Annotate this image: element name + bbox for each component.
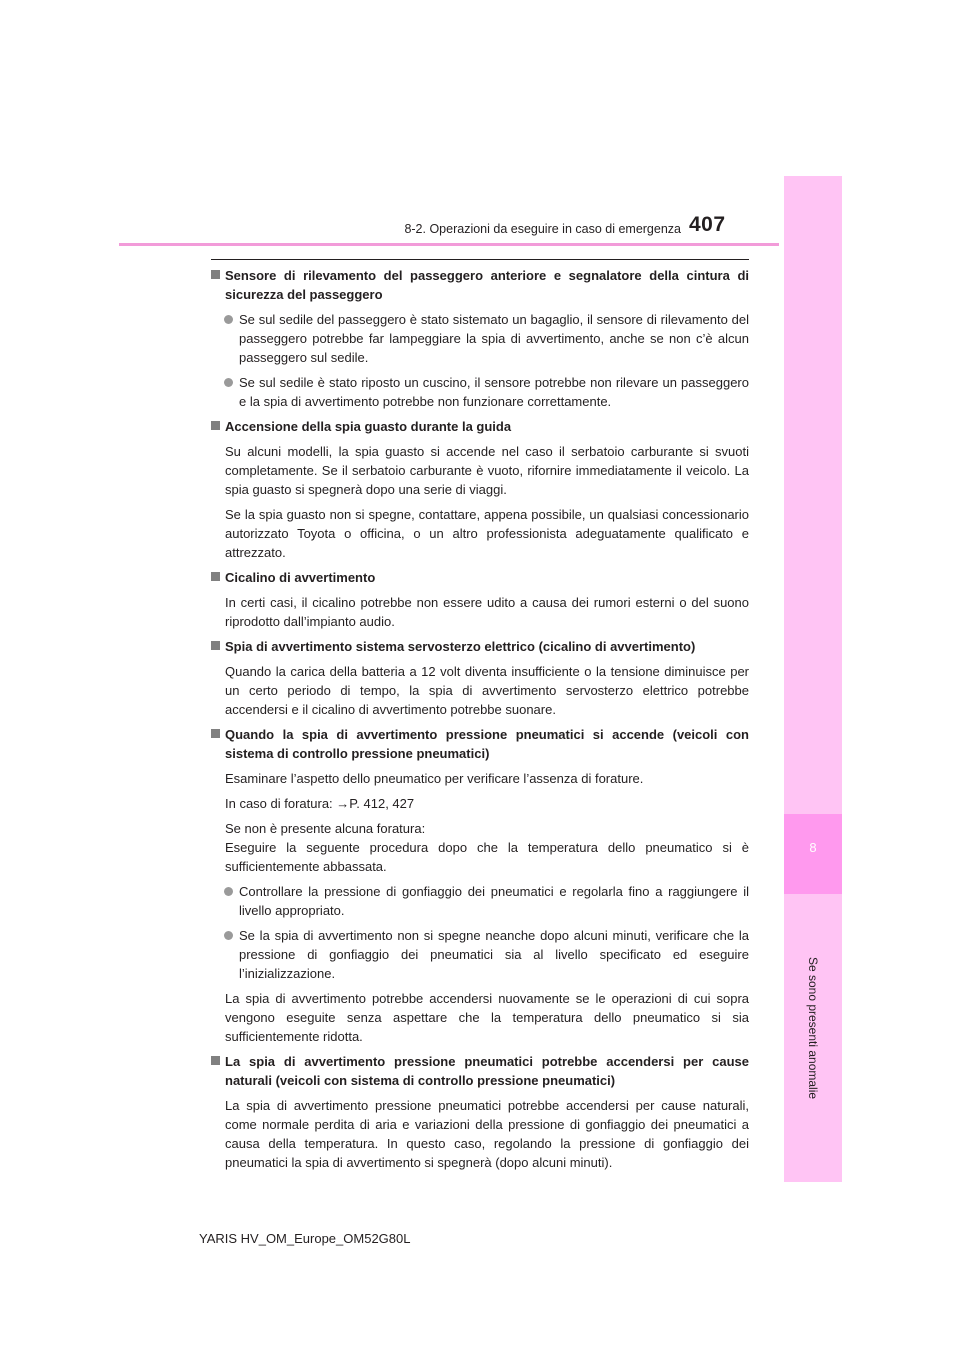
section-heading [211, 637, 749, 656]
bullet-text: Se sul sedile del passeggero è stato sistemato un bagaglio, il sensore di rilevamento del passeggero potrebbe far lampeggiare la spia di avvertimento, anche se non c’è alcun passeggero sul sedile. [239, 312, 749, 365]
page-reference: In caso di foratura: →P. 412, 427 [225, 796, 415, 811]
chapter-number: 8 [809, 840, 817, 855]
paragraph [211, 819, 749, 876]
heading-text: La spia di avvertimento pressione pneumatici potrebbe accendersi per cause naturali (veicoli con sistema di controllo pressione pneumatici) [225, 1054, 749, 1088]
paragraph-line: Se non è presente alcuna foratura: [225, 821, 426, 836]
heading-text: Sensore di rilevamento del passeggero anteriore e segnalatore della cintura di sicurezza del passeggero [225, 268, 749, 302]
bullet-item [211, 310, 749, 367]
chapter-label: Se sono presenti anomalie [806, 956, 820, 1100]
section-heading [211, 1052, 749, 1090]
paragraph-line: Eseguire la seguente procedura dopo che la temperatura dello pneumatico si è sufficientemente abbassata. [225, 840, 749, 874]
circle-bullet-icon [224, 931, 233, 940]
paragraph: Esaminare l’aspetto dello pneumatico per verificare l’assenza di forature. [225, 771, 644, 786]
paragraph: Se la spia guasto non si spegne, contattare, appena possibile, un qualsiasi concessionario autorizzato Toyota o officina, o un altro professionista adeguatamente qualificato e attrezzato. [225, 507, 749, 560]
section-heading [211, 266, 749, 304]
document-code: YARIS HV_OM_Europe_OM52G80L [199, 1231, 411, 1246]
heading-text: Cicalino di avvertimento [225, 570, 376, 585]
paragraph: Su alcuni modelli, la spia guasto si accende nel caso il serbatoio carburante si svuoti completamente. Se il serbatoio carburante è vuoto, rifornire immediatamente il veicolo. La spia guasto si spegnerà dopo una serie di viaggi. [225, 444, 749, 497]
bullet-text: Se la spia di avvertimento non si spegne neanche dopo alcuni minuti, verificare che la pressione di gonfiaggio dei pneumatici sia al livello specificato ed eseguire l’inizializzazione. [239, 928, 749, 981]
section-title: 8-2. Operazioni da eseguire in caso di emergenza [404, 222, 681, 236]
content-top-rule [211, 259, 749, 260]
square-bullet-icon [211, 572, 220, 581]
page-number: 407 [689, 213, 726, 236]
heading-text: Quando la spia di avvertimento pressione pneumatici si accende (veicoli con sistema di controllo pressione pneumatici) [225, 727, 749, 761]
bullet-text: Controllare la pressione di gonfiaggio dei pneumatici e regolarla fino a raggiungere il livello appropriato. [239, 884, 749, 918]
section-heading [211, 417, 749, 436]
bullet-text: Se sul sedile è stato riposto un cuscino, il sensore potrebbe non rilevare un passeggero e la spia di avvertimento potrebbe non funzionare correttamente. [239, 375, 749, 409]
square-bullet-icon [211, 641, 220, 650]
chapter-side-tab [784, 176, 842, 1182]
heading-text: Accensione della spia guasto durante la guida [225, 419, 512, 434]
bullet-item [211, 926, 749, 983]
circle-bullet-icon [224, 315, 233, 324]
bullet-item [211, 373, 749, 411]
paragraph: In certi casi, il cicalino potrebbe non essere udito a causa dei rumori esterni o del suono riprodotto dall’impianto audio. [225, 595, 749, 629]
paragraph: La spia di avvertimento potrebbe accendersi nuovamente se le operazioni di cui sopra vengono eseguite senza aspettare che la temperatura dello pneumatico si sia sufficientemente ridotta. [225, 991, 749, 1044]
section-heading [211, 725, 749, 763]
paragraph: La spia di avvertimento pressione pneumatici potrebbe accendersi per cause naturali, come normale perdita di aria e variazioni della pressione di gonfiaggio dei pneumatici a causa della temperatura. In questo caso, regolando la pressione di gonfiaggio dei pneumatici la spia di avvertimento si spegnerà (dopo alcuni minuti). [225, 1098, 749, 1170]
heading-text: Spia di avvertimento sistema servosterzo elettrico (cicalino di avvertimento) [225, 639, 696, 654]
square-bullet-icon [211, 1056, 220, 1065]
page-content [211, 266, 749, 1178]
bullet-item [211, 882, 749, 920]
square-bullet-icon [211, 729, 220, 738]
circle-bullet-icon [224, 378, 233, 387]
header-rule [119, 243, 779, 246]
paragraph: Quando la carica della batteria a 12 volt diventa insufficiente o la tensione diminuisce per un certo periodo di tempo, la spia di avvertimento servosterzo elettrico potrebbe accendersi e il cicalino di avvertimento potrebbe suonare. [225, 664, 749, 717]
section-heading [211, 568, 749, 587]
square-bullet-icon [211, 270, 220, 279]
square-bullet-icon [211, 421, 220, 430]
circle-bullet-icon [224, 887, 233, 896]
